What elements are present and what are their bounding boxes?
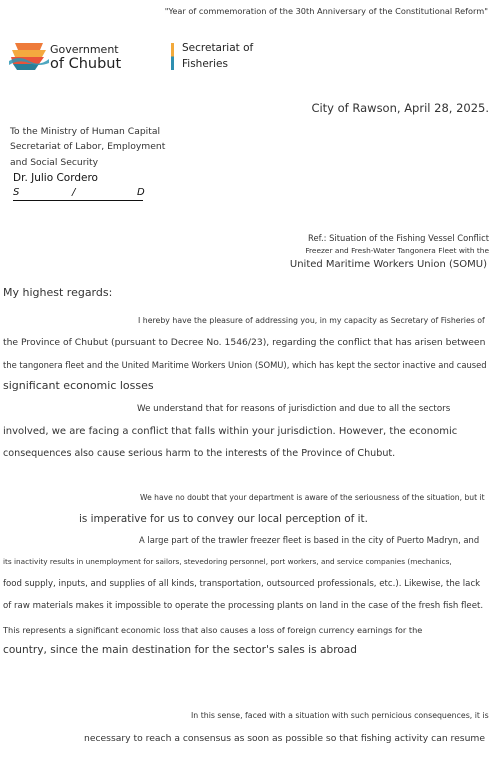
body-line: necessary to reach a consensus as soon as possible so that fishing activity can resume bbox=[84, 733, 486, 744]
letter-date: City of Rawson, April 28, 2025. bbox=[311, 101, 489, 115]
addressee-name: Dr. Julio Cordero bbox=[13, 172, 98, 184]
body-line: the tangonera fleet and the United Maritime Workers Union (SOMU), which has kept the sector inactive and caused bbox=[3, 360, 487, 370]
greeting: My highest regards: bbox=[3, 286, 113, 299]
body-line: In this sense, faced with a situation with such pernicious consequences, it is bbox=[191, 711, 489, 720]
secretariat-label-line1: Secretariat of bbox=[182, 42, 254, 54]
reference-line1: Ref.: Situation of the Fishing Vessel Conflict bbox=[308, 233, 489, 243]
body-line: We have no doubt that your department is aware of the seriousness of the situation, but it bbox=[140, 493, 485, 502]
body-line: consequences also cause serious harm to the interests of the Province of Chubut. bbox=[3, 448, 396, 459]
body-line: country, since the main destination for the sector's sales is abroad bbox=[3, 644, 358, 656]
government-label-line1: Government bbox=[50, 43, 119, 56]
body-line: This represents a significant economic loss that also causes a loss of foreign currency earnings for the bbox=[3, 625, 423, 635]
body-line: I hereby have the pleasure of addressing you, in my capacity as Secretary of Fisheries of bbox=[138, 316, 485, 325]
addressee-line1: To the Ministry of Human Capital bbox=[10, 126, 161, 137]
body-line: A large part of the trawler freezer fleet is based in the city of Puerto Madryn, and bbox=[139, 535, 480, 545]
body-line: is imperative for us to convey our local perception of it. bbox=[79, 513, 368, 525]
body-line: food supply, inputs, and supplies of all kinds, transportation, outsourced professionals, etc.). Likewise, the lack bbox=[3, 579, 481, 589]
sd-d: D bbox=[137, 187, 145, 198]
body-line: of raw materials makes it impossible to operate the processing plants on land in the case of the fresh fish fleet. bbox=[3, 601, 484, 611]
body-line: We understand that for reasons of jurisdiction and due to all the sectors bbox=[137, 404, 451, 414]
sd-s: S bbox=[13, 187, 20, 198]
body-line: its inactivity results in unemployment for sailors, stevedoring personnel, port workers, and service companies (mechanics, bbox=[3, 557, 452, 566]
sd-slash: / bbox=[72, 187, 76, 198]
body-line: significant economic losses bbox=[3, 379, 154, 392]
body-line: involved, we are facing a conflict that falls within your jurisdiction. However, the economic bbox=[3, 426, 458, 437]
secretariat-divider bbox=[171, 43, 174, 70]
body-line: the Province of Chubut (pursuant to Decree No. 1546/23), regarding the conflict that has arisen between bbox=[3, 337, 486, 348]
chubut-government-logo-icon bbox=[9, 41, 49, 71]
reference-line2: Freezer and Fresh-Water Tangonera Fleet with the bbox=[305, 246, 489, 255]
header-motto: "Year of commemoration of the 30th Anniversary of the Constitutional Reform" bbox=[164, 6, 488, 16]
salutation-abbrev bbox=[13, 188, 143, 201]
addressee-line2: Secretariat of Labor, Employment bbox=[10, 141, 166, 152]
government-label-line2: of Chubut bbox=[50, 56, 122, 72]
secretariat-label-line2: Fisheries bbox=[182, 58, 228, 70]
addressee-line3: and Social Security bbox=[10, 157, 99, 168]
reference-line3: United Maritime Workers Union (SOMU) bbox=[289, 259, 487, 270]
